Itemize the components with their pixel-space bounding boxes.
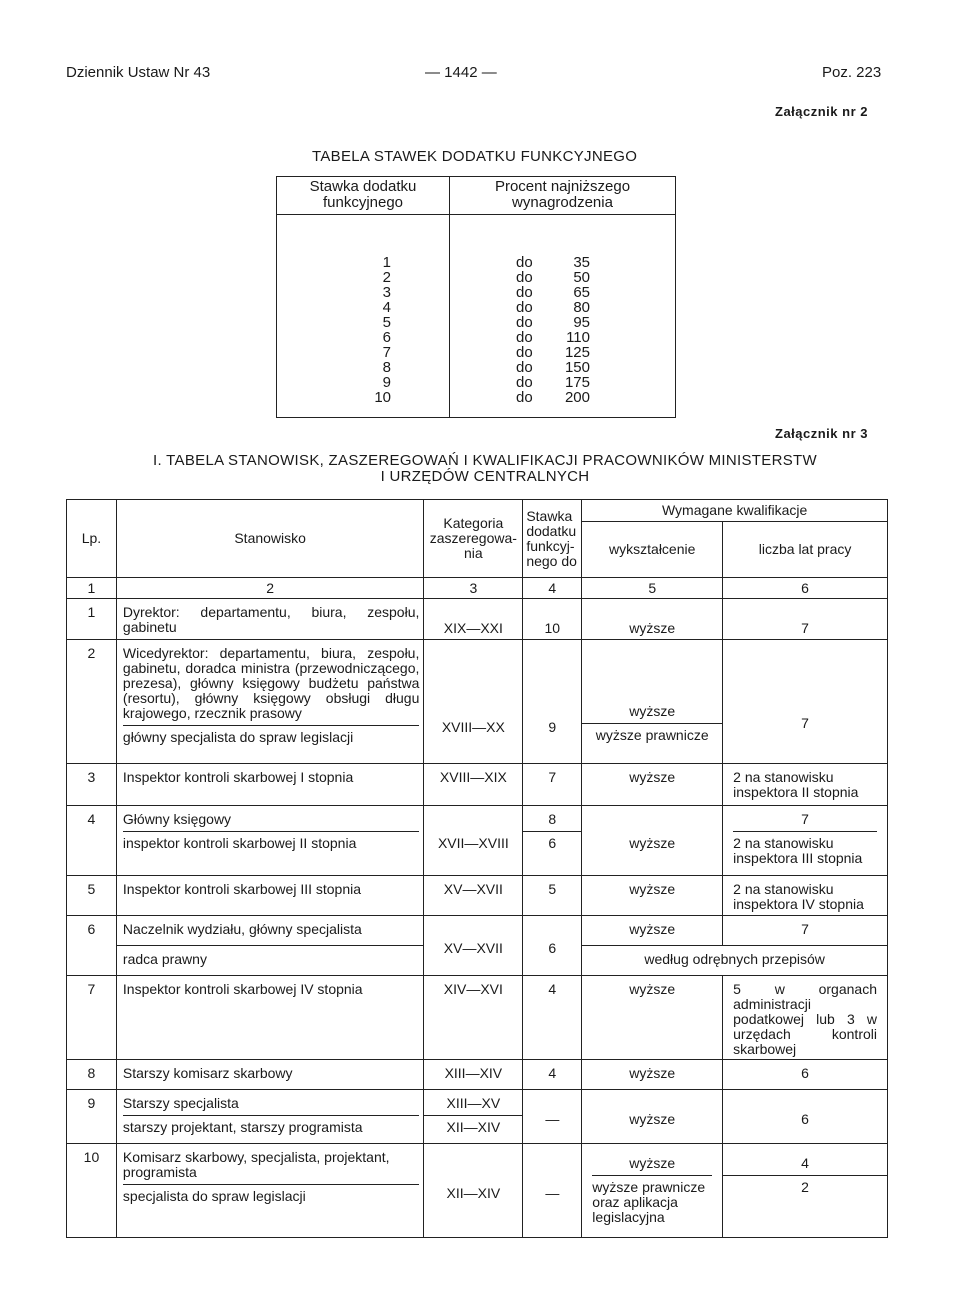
rate-percent	[516, 270, 675, 285]
row-education: wyższe	[582, 764, 723, 806]
rate-percent	[516, 285, 675, 300]
row-lp: 9	[67, 1090, 117, 1144]
row-position	[116, 1090, 423, 1144]
column-number: 2	[116, 578, 423, 599]
rate-percent-value: 35	[573, 254, 590, 271]
row-position: Dyrektor: departamentu, biura, zespołu, gabinetu	[116, 599, 423, 640]
row-rate: 4	[523, 1060, 582, 1090]
rate-number: 8	[382, 359, 391, 376]
page-number: — 1442 —	[425, 64, 497, 81]
row-education: wyższe	[582, 876, 723, 916]
row-education	[582, 640, 723, 764]
row-lp: 4	[67, 806, 117, 876]
row-category: XIV—XVI	[424, 976, 523, 1060]
header-stanowisko: Stanowisko	[116, 500, 423, 578]
table-row	[67, 806, 888, 876]
header-lata: liczba lat pracy	[723, 522, 888, 578]
row-rate: 7	[523, 764, 582, 806]
row-years: 2 na stanowisku inspektora IV stopnia	[723, 876, 888, 916]
header-stawka: Stawka dodatku funkcyj-nego do	[523, 500, 582, 578]
row-lp: 1	[67, 599, 117, 640]
row-category-main: XIII—XV	[424, 1096, 522, 1116]
column-number: 1	[67, 578, 117, 599]
table-row	[67, 876, 888, 916]
table-row	[67, 764, 888, 806]
rate-number: 6	[382, 329, 391, 346]
row-position: Inspektor kontroli skarbowej III stopnia	[116, 876, 423, 916]
rate-do-label: do	[516, 284, 533, 301]
rate-do-label: do	[516, 314, 533, 331]
rate-number: 10	[374, 389, 391, 406]
rate-do-label: do	[516, 344, 533, 361]
row-position-main: Główny księgowy	[123, 812, 419, 832]
table-row	[67, 916, 888, 946]
row-category: XV—XVII	[424, 916, 523, 976]
rate-percent-value: 50	[573, 269, 590, 286]
table1-title: TABELA STAWEK DODATKU FUNKCYJNEGO	[312, 148, 638, 165]
row-position-sub: starszy projektant, starszy programista	[122, 1119, 363, 1135]
row-years: 7	[723, 640, 888, 764]
rates-col-percent-header: Procent najniższego wynagrodzenia	[450, 177, 676, 215]
row-education-sub: wyższe prawnicze	[595, 727, 709, 743]
table-row	[67, 599, 888, 640]
table-row	[67, 1090, 888, 1144]
table2-title-line2: I URZĘDÓW CENTRALNYCH	[380, 468, 590, 485]
row-position: Inspektor kontroli skarbowej I stopnia	[116, 764, 423, 806]
rate-number: 4	[382, 299, 391, 316]
row-category: XVII—XVIII	[424, 806, 523, 876]
rate-percent-value: 150	[564, 359, 590, 376]
row-position	[116, 640, 423, 764]
annex-3-label: Załącznik nr 3	[775, 426, 868, 441]
rate-percent-value: 110	[566, 329, 590, 346]
table-row	[67, 1060, 888, 1090]
row-rate: 6	[523, 916, 582, 976]
table2-title	[140, 453, 830, 485]
rate-do-label: do	[516, 299, 533, 316]
row-education: wyższe	[582, 916, 723, 946]
rate-number: 3	[382, 284, 391, 301]
rate-do-label: do	[516, 254, 533, 271]
rate-do-label: do	[516, 329, 533, 346]
rate-percent-value: 175	[564, 374, 590, 391]
row-education: wyższe	[582, 599, 723, 640]
row-lp: 6	[67, 916, 117, 976]
column-number: 4	[523, 578, 582, 599]
row-rate: —	[523, 1144, 582, 1238]
table-row	[67, 640, 888, 764]
column-number: 3	[424, 578, 523, 599]
column-number: 6	[723, 578, 888, 599]
rate-percent	[516, 255, 675, 270]
row-education-main: wyższe	[582, 704, 722, 724]
row-category: XIII—XIV	[424, 1060, 523, 1090]
row-years: 6	[723, 1060, 888, 1090]
row-rate-sub: 6	[548, 835, 557, 851]
rates-percent-cell	[450, 215, 676, 418]
row-years: 7	[723, 916, 888, 946]
row-position-sub: radca prawny	[116, 946, 423, 976]
row-category-sub: XII—XIV	[446, 1119, 501, 1135]
row-category: XII—XIV	[424, 1144, 523, 1238]
row-category: XIX—XXI	[424, 599, 523, 640]
table2-title-line1: I. TABELA STANOWISK, ZASZEREGOWAŃ I KWALIFIKACJI PRACOWNIKÓW MINISTERSTW	[153, 452, 817, 469]
row-category: XV—XVII	[424, 876, 523, 916]
row-rate: 9	[523, 640, 582, 764]
rate-percent	[516, 360, 675, 375]
row-rate: —	[523, 1090, 582, 1144]
row-position-sub: inspektor kontroli skarbowej II stopnia	[122, 835, 357, 851]
rate-percent	[516, 300, 675, 315]
row-position-main: Wicedyrektor: departamentu, biura, zespołu, gabinetu, doradca ministra (przewodniczącego, prezesa), główny księgowy budżetu państwa (resortu), główny księgowy obsługi długu krajowego, rzecznik prasowy	[123, 646, 419, 726]
row-category	[424, 1090, 523, 1144]
row-lp: 5	[67, 876, 117, 916]
annex-2-label: Załącznik nr 2	[775, 104, 868, 119]
row-position: Starszy komisarz skarbowy	[116, 1060, 423, 1090]
positions-table	[66, 499, 888, 1238]
rate-percent	[516, 345, 675, 360]
row-position-sub: specjalista do spraw legislacji	[122, 1188, 306, 1204]
row-years: 5 w organach administracji podatkowej lub 3 w urzędach kontroli skarbowej	[723, 976, 888, 1060]
row-years: 6	[723, 1090, 888, 1144]
row-position	[116, 806, 423, 876]
row-years	[723, 1144, 888, 1238]
row-rate: 5	[523, 876, 582, 916]
rate-number: 5	[382, 314, 391, 331]
rate-percent	[516, 330, 675, 345]
table-row	[67, 976, 888, 1060]
row-position-main: Starszy specjalista	[123, 1096, 419, 1116]
row-years: 7	[723, 599, 888, 640]
row-category: XVIII—XX	[424, 640, 523, 764]
row-rate	[523, 806, 582, 876]
row-education	[582, 1144, 723, 1238]
row-position-sub: główny specjalista do spraw legislacji	[122, 729, 354, 745]
row-rate-main: 8	[523, 812, 581, 832]
table-row	[67, 1144, 888, 1238]
rate-do-label: do	[516, 374, 533, 391]
rate-do-label: do	[516, 359, 533, 376]
rate-percent-value: 95	[573, 314, 590, 331]
row-years-main: 4	[723, 1150, 887, 1176]
row-position: Naczelnik wydziału, główny specjalista	[116, 916, 423, 946]
row-education: wyższe	[582, 1090, 723, 1144]
rate-percent	[516, 390, 675, 405]
column-number: 5	[582, 578, 723, 599]
rate-number: 7	[382, 344, 391, 361]
position-number: Poz. 223	[822, 64, 882, 81]
row-rate: 10	[523, 599, 582, 640]
row-lp: 3	[67, 764, 117, 806]
row-education: wyższe	[582, 806, 723, 876]
row-education-main: wyższe	[592, 1150, 712, 1176]
rate-do-label: do	[516, 269, 533, 286]
row-years-main: 7	[733, 812, 877, 832]
rates-table	[276, 176, 676, 418]
row-lp: 8	[67, 1060, 117, 1090]
journal-title: Dziennik Ustaw Nr 43	[66, 64, 211, 81]
row-position-main: Komisarz skarbowy, specjalista, projektant, programista	[123, 1150, 419, 1185]
rate-number: 2	[382, 269, 391, 286]
rate-percent-value: 200	[564, 389, 590, 406]
header-wymagane: Wymagane kwalifikacje	[582, 500, 888, 522]
row-years: 2 na stanowisku inspektora II stopnia	[723, 764, 888, 806]
row-education: wyższe	[582, 1060, 723, 1090]
row-rate: 4	[523, 976, 582, 1060]
row-education-sub: wyższe prawnicze oraz aplikacja legislacyjna	[592, 1179, 706, 1225]
row-position	[116, 1144, 423, 1238]
rate-percent	[516, 315, 675, 330]
rates-numbers-cell	[277, 215, 450, 418]
rate-percent-value: 125	[564, 344, 590, 361]
row-education: wyższe	[582, 976, 723, 1060]
row-qualification-note: według odrębnych przepisów	[582, 946, 888, 976]
header-wyksztalcenie: wykształcenie	[582, 522, 723, 578]
header-lp: Lp.	[67, 500, 117, 578]
rate-percent	[516, 375, 675, 390]
rate-percent-value: 65	[573, 284, 590, 301]
row-years-sub: 2 na stanowisku inspektora III stopnia	[733, 835, 863, 866]
rate-do-label: do	[516, 389, 533, 406]
row-position: Inspektor kontroli skarbowej IV stopnia	[116, 976, 423, 1060]
row-lp: 2	[67, 640, 117, 764]
row-lp: 10	[67, 1144, 117, 1238]
row-category: XVIII—XIX	[424, 764, 523, 806]
rates-col-rate-header: Stawka dodatku funkcyjnego	[277, 177, 450, 215]
rate-percent-value: 80	[573, 299, 590, 316]
rate-number: 1	[382, 254, 391, 271]
rate-number: 9	[382, 374, 391, 391]
row-years	[723, 806, 888, 876]
row-lp: 7	[67, 976, 117, 1060]
header-kategoria: Kategoria zaszeregowa-nia	[424, 500, 523, 578]
row-years-sub: 2	[801, 1179, 809, 1195]
